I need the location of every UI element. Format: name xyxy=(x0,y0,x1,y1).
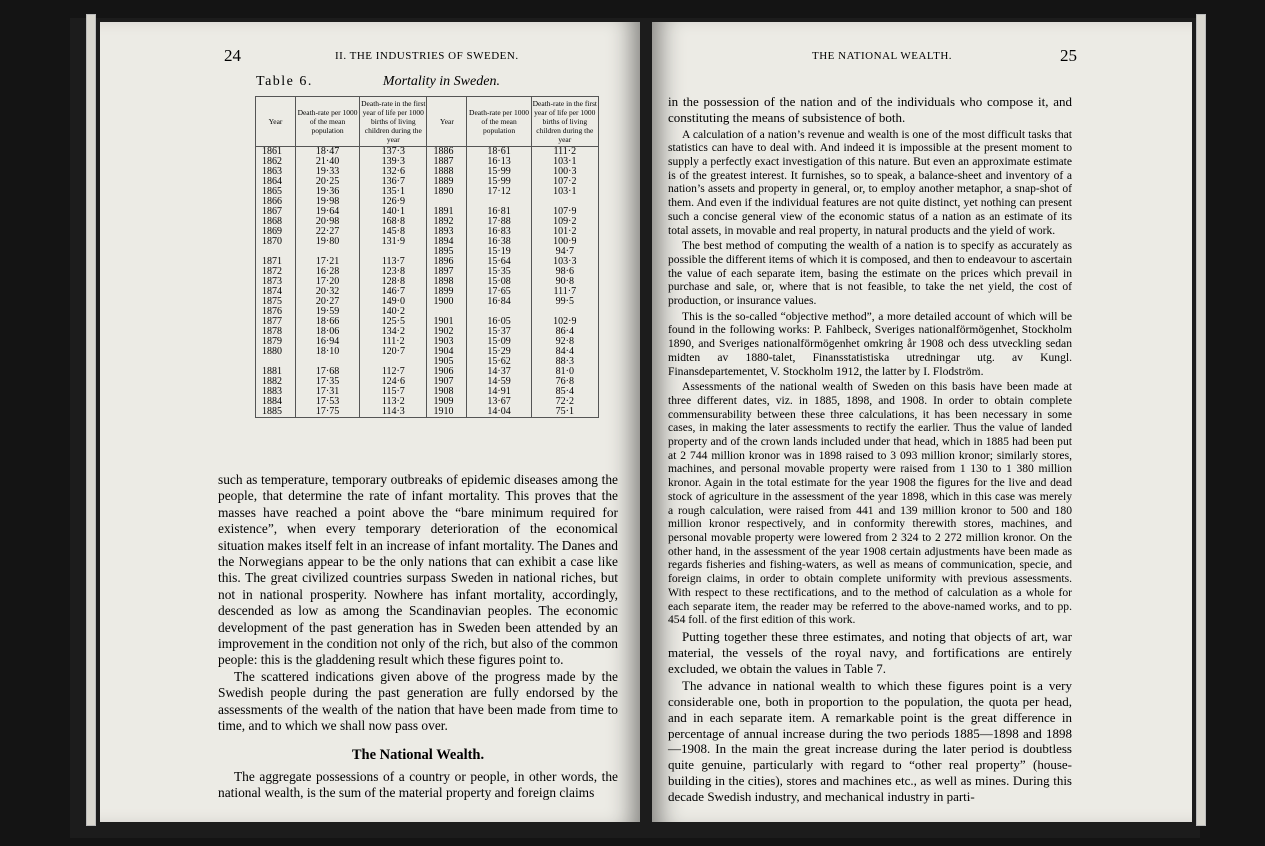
table-row xyxy=(256,227,599,237)
table-cell: 14·04 xyxy=(467,407,531,418)
table-cell: 16·28 xyxy=(296,267,360,277)
table-cell: 1894 xyxy=(427,237,467,247)
header-infant-rate: Death-rate in the first year of life per 1000 births of living children during the year xyxy=(360,97,427,147)
table-header-row xyxy=(256,97,599,147)
table-cell: 107·2 xyxy=(531,177,598,187)
table-label: Table 6. xyxy=(256,74,313,89)
table-cell: 15·99 xyxy=(467,177,531,187)
table-cell: 18·47 xyxy=(296,147,360,158)
table-cell: 17·21 xyxy=(296,257,360,267)
table-cell: 103·1 xyxy=(531,157,598,167)
table-cell: 17·20 xyxy=(296,277,360,287)
table-cell: 146·7 xyxy=(360,287,427,297)
table-cell: 20·27 xyxy=(296,297,360,307)
table-cell: 112·7 xyxy=(360,367,427,377)
right-body-text xyxy=(668,94,1072,807)
table-row xyxy=(256,177,599,187)
table-cell: 126·9 xyxy=(360,197,427,207)
table-cell: 15·19 xyxy=(467,247,531,257)
table-cell: 86·4 xyxy=(531,327,598,337)
table-cell: 1861 xyxy=(256,147,296,158)
table-cell: 1871 xyxy=(256,257,296,267)
table-cell: 16·13 xyxy=(467,157,531,167)
right-paragraph: This is the so-called “objective method”, a more detailed account of which will be found in the following works: P. Fahlbeck, Sveriges nationalförmögenhet, Stockholm 1890, and Sveriges nationalförmögenhet omkring år 1908 och dess utveckling sedan midten av 1880-talet, Finansstatistiska utredningar utg. av Kungl. Finansdepartementet, V. Stockholm 1912, the latter by I. Flodström. xyxy=(668,309,1072,378)
table-cell: 1869 xyxy=(256,227,296,237)
table-cell: 1909 xyxy=(427,397,467,407)
table-cell: 16·05 xyxy=(467,317,531,327)
table-cell: 16·81 xyxy=(467,207,531,217)
table-cell: 1878 xyxy=(256,327,296,337)
right-paragraph: Putting together these three estimates, and noting that objects of art, war material, the vessels of the royal navy, and fortifications are entirely excluded, we obtain the values in Table 7. xyxy=(668,628,1072,676)
table-cell: 18·06 xyxy=(296,327,360,337)
table-cell: 1906 xyxy=(427,367,467,377)
table-cell: 1863 xyxy=(256,167,296,177)
header-year: Year xyxy=(256,97,296,147)
table-cell: 22·27 xyxy=(296,227,360,237)
table-row xyxy=(256,307,599,317)
table-body xyxy=(256,147,599,418)
table-cell: 1875 xyxy=(256,297,296,307)
table-row xyxy=(256,297,599,307)
table-cell: 17·88 xyxy=(467,217,531,227)
mortality-table xyxy=(255,96,599,418)
table-cell: 136·7 xyxy=(360,177,427,187)
table-cell: 1907 xyxy=(427,377,467,387)
table-cell: 1899 xyxy=(427,287,467,297)
table-row xyxy=(256,157,599,167)
table-cell: 19·80 xyxy=(296,237,360,247)
table-cell: 1893 xyxy=(427,227,467,237)
table-cell: 19·59 xyxy=(296,307,360,317)
table-cell: 103·1 xyxy=(531,187,598,197)
table-cell: 1864 xyxy=(256,177,296,187)
table-cell: 1870 xyxy=(256,237,296,247)
table-cell: 75·1 xyxy=(531,407,598,418)
table-cell: 1905 xyxy=(427,357,467,367)
table-row xyxy=(256,167,599,177)
table-cell: 1904 xyxy=(427,347,467,357)
table-cell: 1887 xyxy=(427,157,467,167)
table-cell: 15·29 xyxy=(467,347,531,357)
table-cell: 134·2 xyxy=(360,327,427,337)
page-edge-left xyxy=(86,14,96,826)
table-row xyxy=(256,247,599,257)
table-row xyxy=(256,387,599,397)
table-cell: 1865 xyxy=(256,187,296,197)
table-row xyxy=(256,377,599,387)
table-cell: 1889 xyxy=(427,177,467,187)
table-cell: 1885 xyxy=(256,407,296,418)
table-cell: 1879 xyxy=(256,337,296,347)
table-cell: 132·6 xyxy=(360,167,427,177)
table-cell: 135·1 xyxy=(360,187,427,197)
table-cell: 72·2 xyxy=(531,397,598,407)
table-cell: 19·98 xyxy=(296,197,360,207)
table-cell: 102·9 xyxy=(531,317,598,327)
table-cell: 85·4 xyxy=(531,387,598,397)
right-paragraph: The advance in national wealth to which these figures point is a very considerable one, both in proportion to the population, the quota per head, and in each separate item. A remarkable point is the great difference in percentage of annual increase during the two periods 1885—1898 and 1898—1908. In the main the great increase during the later period is doubtless quite genuine, particularly with regard to “other real property” (house-building in the cities), stores and machines etc., as well as mines. During this decade Swedish industry, and mechanical industry in parti- xyxy=(668,678,1072,804)
table-cell: 109·2 xyxy=(531,217,598,227)
table-cell: 17·53 xyxy=(296,397,360,407)
table-cell: 1891 xyxy=(427,207,467,217)
table-row xyxy=(256,337,599,347)
table-cell: 1872 xyxy=(256,267,296,277)
table-cell: 21·40 xyxy=(296,157,360,167)
table-row xyxy=(256,277,599,287)
right-paragraph: Assessments of the national wealth of Sweden on this basis have been made at three different dates, viz. in 1885, 1898, and 1908. In order to obtain complete commensurability between these three calculations, it has been necessary in some cases, in making the later assessments to rectify the earlier. Thus the value of landed property and of the crown lands included under that head, which in 1885 had been put at 2 744 million kronor was in 1898 raised to 3 093 million kronor; similarly stores, machines, and personal movable property were raised from 1 130 to 1 380 million kronor. Again in the total estimate for the year 1908 the figures for the live and dead stock of agriculture in the assessment of the year 1898, which in this case was merely a rough calculation, were raised from 441 and 139 million kronor to 500 and 180 million kronor respectively, and in conformity therewith stores, machines, and personal movable property were lowered from 2 324 to 2 272 million kronor. On the other hand, in the assessment of the year 1908 certain adjustments have been made as regards fisheries and fishing-waters, as well as means of communication, specie, and foreign claims, in order to obtain complete uniformity with previous assessments. With respect to these rectifications, and to the method of calculation as a whole for each separate item, the reader may be referred to the above-named works, and to pp. 454 foll. of the first edition of this work. xyxy=(668,380,1072,627)
left-paragraph: The scattered indications given above of the progress made by the Swedish people during the past generation are fully endorsed by the assessments of the wealth of the nation that have been made from time to time, and to which we shall now pass over. xyxy=(218,668,618,734)
table-row xyxy=(256,267,599,277)
table-cell: 17·68 xyxy=(296,367,360,377)
table-cell: 1902 xyxy=(427,327,467,337)
table-cell: 14·59 xyxy=(467,377,531,387)
table-title: Mortality in Sweden. xyxy=(382,74,500,89)
table-cell: 15·62 xyxy=(467,357,531,367)
table-cell: 131·9 xyxy=(360,237,427,247)
table-cell: 18·66 xyxy=(296,317,360,327)
table-cell: 1862 xyxy=(256,157,296,167)
table-cell: 168·8 xyxy=(360,217,427,227)
table-cell: 1883 xyxy=(256,387,296,397)
table-cell: 17·35 xyxy=(296,377,360,387)
table-cell: 20·98 xyxy=(296,217,360,227)
table-cell: 1867 xyxy=(256,207,296,217)
table-cell: 16·83 xyxy=(467,227,531,237)
table-cell: 111·7 xyxy=(531,287,598,297)
table-cell: 124·6 xyxy=(360,377,427,387)
table-cell: 115·7 xyxy=(360,387,427,397)
table-cell: 111·2 xyxy=(531,147,598,158)
table-cell: 1877 xyxy=(256,317,296,327)
table-row xyxy=(256,357,599,367)
table-cell: 88·3 xyxy=(531,357,598,367)
table-cell: 145·8 xyxy=(360,227,427,237)
header-infant-rate-2: Death-rate in the first year of life per 1000 births of living children during the year xyxy=(531,97,598,147)
table-row xyxy=(256,327,599,337)
table-cell: 137·3 xyxy=(360,147,427,158)
table-cell: 1908 xyxy=(427,387,467,397)
table-cell: 113·7 xyxy=(360,257,427,267)
table-cell: 16·38 xyxy=(467,237,531,247)
header-death-rate: Death-rate per 1000 of the mean population xyxy=(296,97,360,147)
table-cell: 1884 xyxy=(256,397,296,407)
table-cell: 15·99 xyxy=(467,167,531,177)
table-cell: 123·8 xyxy=(360,267,427,277)
table-cell: 1903 xyxy=(427,337,467,347)
table-row xyxy=(256,257,599,267)
table-cell: 16·94 xyxy=(296,337,360,347)
left-running-head: II. THE INDUSTRIES OF SWEDEN. xyxy=(335,50,519,62)
table-cell: 1898 xyxy=(427,277,467,287)
table-cell: 16·84 xyxy=(467,297,531,307)
table-cell: 139·3 xyxy=(360,157,427,167)
table-cell: 20·32 xyxy=(296,287,360,297)
table-cell: 15·64 xyxy=(467,257,531,267)
table-cell: 1901 xyxy=(427,317,467,327)
table-cell: 14·37 xyxy=(467,367,531,377)
table-cell: 100·9 xyxy=(531,237,598,247)
table-cell: 15·09 xyxy=(467,337,531,347)
table-cell: 1900 xyxy=(427,297,467,307)
table-cell: 1886 xyxy=(427,147,467,158)
table-cell: 114·3 xyxy=(360,407,427,418)
table-cell: 13·67 xyxy=(467,397,531,407)
table-cell: 19·33 xyxy=(296,167,360,177)
table-row xyxy=(256,197,599,207)
right-page-number: 25 xyxy=(1060,46,1077,65)
table-cell: 81·0 xyxy=(531,367,598,377)
table-cell: 120·7 xyxy=(360,347,427,357)
table-cell: 107·9 xyxy=(531,207,598,217)
table-cell: 99·5 xyxy=(531,297,598,307)
table-cell: 76·8 xyxy=(531,377,598,387)
table-row xyxy=(256,187,599,197)
table-cell: 1888 xyxy=(427,167,467,177)
table-row xyxy=(256,347,599,357)
table-cell: 20·25 xyxy=(296,177,360,187)
left-body-text xyxy=(218,472,618,802)
table-row xyxy=(256,397,599,407)
right-paragraph: in the possession of the nation and of the individuals who compose it, and constituting the means of subsistence of both. xyxy=(668,94,1072,125)
section-heading: The National Wealth. xyxy=(351,746,485,763)
header-year-2: Year xyxy=(427,97,467,147)
table-cell: 1895 xyxy=(427,247,467,257)
table-cell: 15·35 xyxy=(467,267,531,277)
table-cell: 111·2 xyxy=(360,337,427,347)
table-cell: 84·4 xyxy=(531,347,598,357)
table-cell: 140·1 xyxy=(360,207,427,217)
table-row xyxy=(256,217,599,227)
left-paragraph: such as temperature, temporary outbreaks of epidemic diseases among the people, that determine the rate of infant mortality. This proves that the masses have reached a point above the “bare minimum required for existence”, when every temporary deterioration of the economical situation makes itself felt in an increase of infant mortality. The Danes and the Norwegians appear to be the only nations that can exhibit a case like this. The great civilized countries surpass Sweden in national riches, but not in national prosperity. Nowhere has infant mortality, accordingly, descended as low as among the Scandinavian peoples. The economic development of the past generation has in Sweden been attended by an improvement in the condition not only of the rich, but also of the common people: this is the gladdening result which these figures point to. xyxy=(218,472,618,668)
table-cell: 14·91 xyxy=(467,387,531,397)
table-cell: 1873 xyxy=(256,277,296,287)
table-row xyxy=(256,207,599,217)
table-row xyxy=(256,287,599,297)
table-cell: 15·37 xyxy=(467,327,531,337)
table-cell: 90·8 xyxy=(531,277,598,287)
table-cell: 1866 xyxy=(256,197,296,207)
table-cell: 1892 xyxy=(427,217,467,227)
right-paragraph: A calculation of a nation’s revenue and wealth is one of the most difficult tasks that statistics can have to deal with. And indeed it is impossible at the present moment to supply a perfectly exact investigation of this nature. But even an approximate estimate is of the greatest interest. It furnishes, so to speak, a balance-sheet and inventory of a nation’s assets and property in general, or, to employ another metaphor, a snap-shot of them. And even if the individual features are not quite distinct, yet nothing can present such a concise general view of the economic status of a nation as an estimate of its total assets, in movable and real property, in natural products and the yield of work. xyxy=(668,127,1072,237)
table-cell: 1910 xyxy=(427,407,467,418)
table-cell: 1876 xyxy=(256,307,296,317)
table-cell: 101·2 xyxy=(531,227,598,237)
table-cell: 140·2 xyxy=(360,307,427,317)
table-cell: 17·65 xyxy=(467,287,531,297)
right-running-head: THE NATIONAL WEALTH. xyxy=(812,50,953,62)
page-edge-right xyxy=(1196,14,1206,826)
table-row xyxy=(256,367,599,377)
table-cell: 98·6 xyxy=(531,267,598,277)
table-cell: 18·61 xyxy=(467,147,531,158)
table-cell: 17·31 xyxy=(296,387,360,397)
table-caption xyxy=(256,74,500,90)
right-paragraph: The best method of computing the wealth of a nation is to specify as accurately as possible the different items of which it is composed, and then to endeavour to ascertain the value of each separate item, basing the estimate on the prices which prevail in purchase and sale, or, where that is not feasible, to take the net yield, the cost of production, or insurance values. xyxy=(668,239,1072,308)
table-cell: 19·36 xyxy=(296,187,360,197)
left-page-number: 24 xyxy=(224,46,241,65)
table-cell: 128·8 xyxy=(360,277,427,287)
table-cell: 1890 xyxy=(427,187,467,197)
table-cell: 113·2 xyxy=(360,397,427,407)
table-cell: 1874 xyxy=(256,287,296,297)
table-row xyxy=(256,317,599,327)
table-cell: 17·75 xyxy=(296,407,360,418)
table-cell: 1882 xyxy=(256,377,296,387)
table-cell: 1897 xyxy=(427,267,467,277)
table-cell: 19·64 xyxy=(296,207,360,217)
table-cell: 1868 xyxy=(256,217,296,227)
table-cell: 125·5 xyxy=(360,317,427,327)
header-death-rate-2: Death-rate per 1000 of the mean population xyxy=(467,97,531,147)
table-cell: 17·12 xyxy=(467,187,531,197)
table-cell: 1881 xyxy=(256,367,296,377)
table-cell: 92·8 xyxy=(531,337,598,347)
table-cell: 18·10 xyxy=(296,347,360,357)
table-row xyxy=(256,407,599,418)
table-row xyxy=(256,147,599,158)
table-cell: 1880 xyxy=(256,347,296,357)
table-cell: 149·0 xyxy=(360,297,427,307)
table-cell: 100·3 xyxy=(531,167,598,177)
left-paragraph: The aggregate possessions of a country or people, in other words, the national wealth, is the sum of the material property and foreign claims xyxy=(218,768,618,801)
table-row xyxy=(256,237,599,247)
table-cell: 15·08 xyxy=(467,277,531,287)
table-cell: 1896 xyxy=(427,257,467,267)
table-cell: 103·3 xyxy=(531,257,598,267)
table-cell: 94·7 xyxy=(531,247,598,257)
